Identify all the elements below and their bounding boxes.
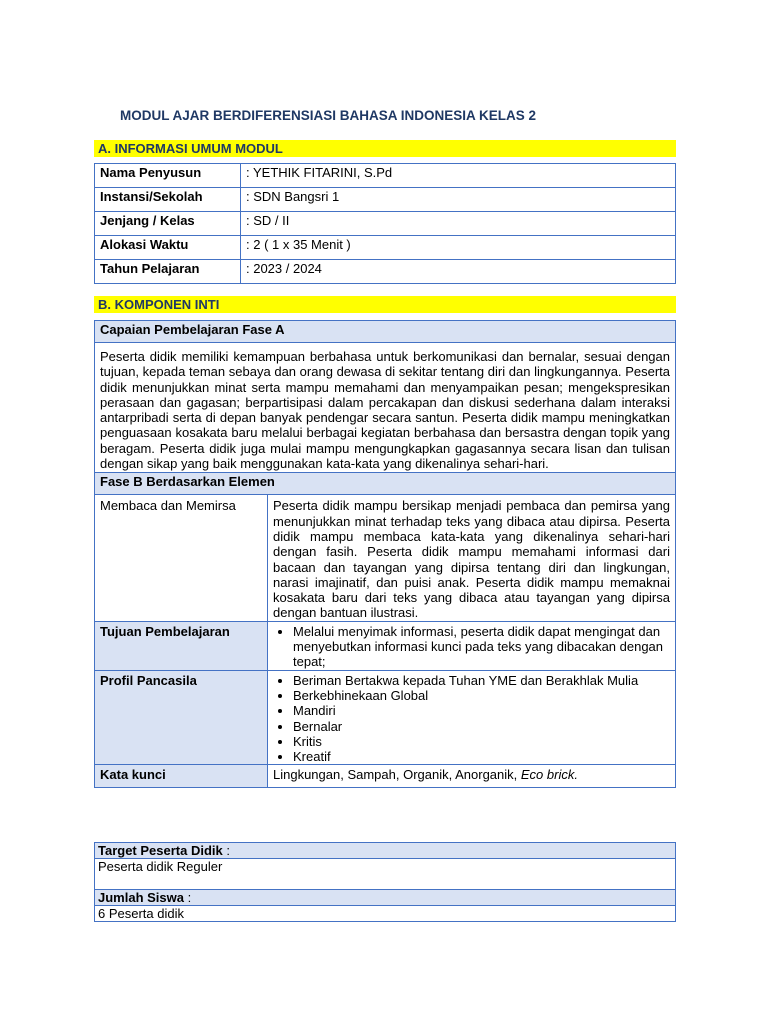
table-row — [95, 236, 676, 260]
jumlah-colon: : — [183, 890, 192, 905]
section-a-heading: A. INFORMASI UMUM MODUL — [94, 140, 676, 157]
list-item: • Kreatif — [293, 749, 670, 764]
kata-kunci-label: Kata kunci — [95, 765, 268, 788]
profil-list — [273, 673, 670, 765]
core-table — [94, 320, 676, 788]
row-value: : 2023 / 2024 — [241, 260, 676, 284]
jumlah-value: 6 Peserta didik — [95, 906, 676, 922]
row-label: Alokasi Waktu — [95, 236, 241, 260]
jumlah-header-row — [95, 890, 676, 906]
document-title: MODUL AJAR BERDIFERENSIASI BAHASA INDONESIA KELAS 2 — [120, 108, 537, 123]
capaian-header: Capaian Pembelajaran Fase A — [95, 321, 676, 343]
tujuan-list — [273, 624, 670, 670]
list-item: • Bernalar — [293, 719, 670, 734]
list-item: • Melalui menyimak informasi, peserta didik dapat mengingat dan menyebutkan informasi kunci pada teks yang dibacakan dengan tepat; — [293, 624, 670, 670]
profil-row — [95, 670, 676, 765]
row-value: : 2 ( 1 x 35 Menit ) — [241, 236, 676, 260]
target-table — [94, 842, 676, 922]
kata-kunci-text: Lingkungan, Sampah, Organik, Anorganik, — [273, 767, 521, 783]
target-value: Peserta didik Reguler — [95, 859, 676, 890]
fase-header: Fase B Berdasarkan Elemen — [95, 473, 676, 495]
section-b-heading: B. KOMPONEN INTI — [94, 296, 676, 313]
target-header-row — [95, 843, 676, 859]
list-item: • Beriman Bertakwa kepada Tuhan YME dan Berakhlak Mulia — [293, 673, 670, 688]
jumlah-header — [95, 890, 676, 906]
membaca-row — [95, 495, 676, 621]
list-item: • Kritis — [293, 734, 670, 749]
kata-kunci-cell — [268, 765, 676, 788]
target-colon: : — [222, 843, 230, 858]
table-row — [95, 212, 676, 236]
list-item: • Berkebhinekaan Global — [293, 688, 670, 703]
fase-header-row — [95, 473, 676, 495]
jumlah-label: Jumlah Siswa — [98, 890, 184, 905]
row-label: Nama Penyusun — [95, 164, 241, 188]
row-label: Tahun Pelajaran — [95, 260, 241, 284]
list-item: • Mandiri — [293, 703, 670, 718]
row-value: : YETHIK FITARINI, S.Pd — [241, 164, 676, 188]
jumlah-value-row — [95, 906, 676, 922]
kata-kunci-italic: Eco brick. — [520, 767, 578, 783]
target-label: Target Peserta Didik — [98, 843, 223, 858]
info-table — [94, 163, 676, 284]
row-label: Jenjang / Kelas — [95, 212, 241, 236]
capaian-text: Peserta didik memiliki kemampuan berbahasa untuk berkomunikasi dan bernalar, sesuai dengan tujuan, kepada teman sebaya dan orang dewasa di sekitar tentang diri dan lingkungannya. Peserta didik menunjukkan minat serta mampu memahami dan menyampaikan pesan; mengekspresikan perasaan dan gagasan; berpartisipasi dalam percakapan dan diskusi sederhana dalam interaksi antarpribadi serta di depan banyak pendengar secara santun. Peserta didik mampu meningkatkan penguasaan kosakata baru melalui berbagai kegiatan berbahasa dan bersastra dengan topik yang beragam. Peserta didik juga mulai mampu mengungkapkan gagasannya secara lisan dan tulisan dengan sikap yang baik menggunakan kata-kata yang dikenalinya sehari-hari. — [95, 343, 676, 473]
row-value: : SDN Bangsri 1 — [241, 188, 676, 212]
tujuan-label: Tujuan Pembelajaran — [95, 621, 268, 670]
table-row — [95, 188, 676, 212]
capaian-header-row — [95, 321, 676, 343]
target-value-row — [95, 859, 676, 890]
target-header — [95, 843, 676, 859]
table-row — [95, 260, 676, 284]
row-value: : SD / II — [241, 212, 676, 236]
tujuan-row — [95, 621, 676, 670]
profil-label: Profil Pancasila — [95, 670, 268, 765]
profil-cell — [268, 670, 676, 765]
membaca-text: Peserta didik mampu bersikap menjadi pembaca dan pemirsa yang menunjukkan minat terhadap teks yang dibaca atau dipirsa. Peserta didik mampu membaca kata-kata yang dikenalinya sehari-hari dengan fasih. Peserta didik mampu memahami informasi dari bacaan dan tayangan yang dipirsa tentang diri dan lingkungan, narasi imajinatif, dan puisi anak. Peserta didik mampu memaknai kosakata baru dari teks yang dibaca atau tayangan yang dipirsa dengan bantuan ilustrasi. — [268, 495, 676, 621]
kata-kunci-row — [95, 765, 676, 788]
membaca-label: Membaca dan Memirsa — [95, 495, 268, 621]
table-row — [95, 164, 676, 188]
capaian-row — [95, 343, 676, 473]
row-label: Instansi/Sekolah — [95, 188, 241, 212]
tujuan-cell — [268, 621, 676, 670]
